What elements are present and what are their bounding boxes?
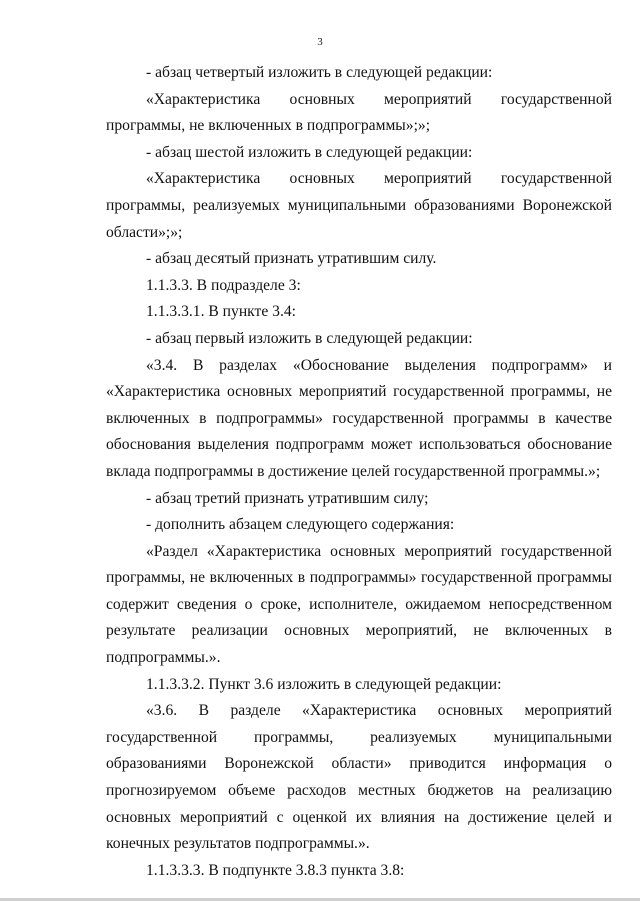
paragraph-15: 1.1.3.3.3. В подпункте 3.8.3 пункта 3.8: bbox=[146, 861, 405, 879]
paragraph-3: - абзац шестой изложить в следующей редакции: bbox=[146, 143, 473, 161]
paragraph-7: 1.1.3.3.1. В пункте 3.4: bbox=[146, 303, 296, 321]
document-body bbox=[106, 60, 612, 884]
paragraph-4: «Характеристика основных мероприятий государственной программы, реализуемых муниципальными образованиями Воронежской области»;»; bbox=[106, 170, 612, 241]
paragraph-8: - абзац первый изложить в следующей редакции: bbox=[146, 329, 473, 347]
paragraph-1: - абзац четвертый изложить в следующей редакции: bbox=[146, 64, 493, 81]
paragraph-9: «3.4. В разделах «Обоснование выделения подпрограмм» и «Характеристика основных мероприятий государственной программы, не включенных в подпрограммы» государственной программы в качестве обоснования выделения подпрограмм может использоваться обоснование вклада подпрограммы в достижение целей государственной программы.»; bbox=[106, 356, 612, 480]
page-number: 3 bbox=[317, 36, 323, 48]
paragraph-11: - дополнить абзацем следующего содержания: bbox=[146, 516, 455, 534]
paragraph-2: «Характеристика основных мероприятий государственной программы, не включенных в подпрограммы»;»; bbox=[106, 90, 612, 135]
paragraph-5: - абзац десятый признать утратившим силу. bbox=[146, 250, 437, 268]
paragraph-12: «Раздел «Характеристика основных мероприятий государственной программы, не включенных в подпрограммы» государственной программы содержит сведения о сроке, исполнителе, ожидаемом непосредственном результате реализации основных мероприятий, не включенных в подпрограммы.». bbox=[106, 542, 612, 667]
paragraph-13: 1.1.3.3.2. Пункт 3.6 изложить в следующей редакции: bbox=[146, 675, 502, 693]
paragraph-14: «3.6. В разделе «Характеристика основных мероприятий государственной программы, реализуемых муниципальными образованиями Воронежской области» приводится информация о прогнозируемом объеме расходов местных бюджетов на реализацию основных мероприятий с оценкой их влияния на достижение целей и конечных результатов подпрограммы.». bbox=[106, 702, 612, 853]
paragraph-6: 1.1.3.3. В подразделе 3: bbox=[146, 276, 301, 294]
paragraph-10: - абзац третий признать утратившим силу; bbox=[146, 489, 429, 507]
